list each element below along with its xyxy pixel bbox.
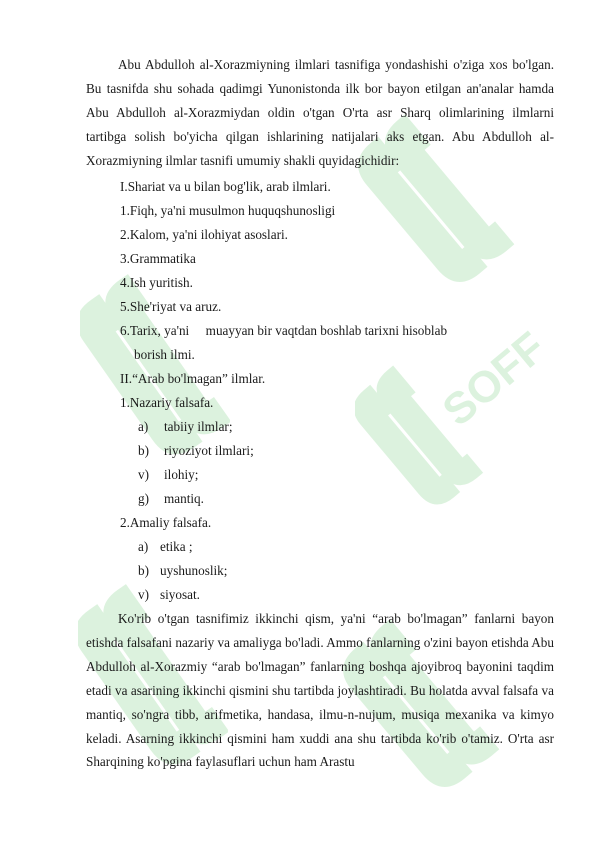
list-marker: a)	[138, 419, 149, 434]
list-item	[138, 583, 200, 607]
list-item	[138, 463, 198, 487]
watermark-logo-icon	[355, 275, 555, 535]
list-item	[138, 535, 193, 559]
intro-paragraph: Abu Abdulloh al-Xorazmiyning ilmlari tasnifiga yondashishi o'ziga xos bo'lgan. Bu tasnifda shu sohada qadimgi Yunonistonda ilk bor bayon etilgan an'analar hamda Abu Abdulloh al-Xorazmiydan oldin o'tgan O'rta asr Sharq olimlarining ilmlarni tartibga solish bo'yicha qilgan ishlarining natijalari aks etgan. Abu Abdulloh al-Xorazmiyning ilmlar tasnifi umumiy shakli quyidagichidir:	[86, 57, 554, 168]
intro-paragraph-block	[86, 53, 554, 173]
list-item-text: etika ;	[160, 539, 193, 554]
list-item	[138, 559, 227, 583]
list-item-kalom: 2.Kalom, ya'ni ilohiyat asoslari.	[120, 227, 288, 242]
list-marker: a)	[138, 539, 149, 554]
list-item-tarix-continued: borish ilmi.	[134, 347, 195, 362]
list-marker: v)	[138, 587, 149, 602]
list-item	[138, 415, 233, 439]
list-heading-amaliy: 2.Amaliy falsafa.	[120, 515, 212, 530]
list-marker: g)	[138, 491, 149, 506]
list-item-grammatika: 3.Grammatika	[120, 251, 196, 266]
list-item-text: uyshunoslik;	[160, 563, 228, 578]
list-item-text: siyosat.	[160, 587, 200, 602]
closing-paragraph-block	[86, 607, 554, 774]
list-heading-nazariy: 1.Nazariy falsafa.	[120, 395, 214, 410]
list-item-fiqh: 1.Fiqh, ya'ni musulmon huquqshunosligi	[120, 203, 336, 218]
list-item-text: mantiq.	[164, 491, 204, 506]
list-item-sheriyat: 5.She'riyat va aruz.	[120, 299, 222, 314]
closing-paragraph: Ko'rib o'tgan tasnifimiz ikkinchi qism, ya'ni “arab bo'lmagan” fanlarni bayon etishda falsafani nazariy va amaliyga bo'ladi. Ammo fanlarning o'zini bayon etishda Abu Abdulloh al-Xorazmiy “arab bo'lmagan” fanlarning boshqa ajoyibroq bayonini taqdim etadi va asarining ikkinchi qismini shu tartibda joylashtiradi. Bu holatda avval falsafa va mantiq, so'ngra tibb, arifmetika, handasa, ilmu-n-nujum, musiqa mexanika va kimyo keladi. Asarning ikkinchi qismini ham xuddi ana shu tartibda ko'rib o'tamiz. O'rta asr Sharqining ko'pgina faylasuflari uchun ham Arastu	[86, 611, 554, 770]
list-heading-shariat: I.Shariat va u bilan bog'lik, arab ilmlari.	[120, 179, 331, 194]
list-item	[138, 487, 204, 511]
list-item-text: riyoziyot ilmlari;	[164, 443, 254, 458]
list-marker: v)	[138, 467, 149, 482]
list-item-text: ilohiy;	[164, 467, 199, 482]
list-item-ish-yuritish: 4.Ish yuritish.	[120, 275, 193, 290]
list-item-text: tabiiy ilmlar;	[164, 419, 233, 434]
list-heading-arab-bolmagan: II.“Arab bo'lmagan” ilmlar.	[120, 371, 266, 386]
watermark-text: SOFF	[433, 322, 555, 436]
list-item	[138, 439, 254, 463]
list-marker: b)	[138, 563, 149, 578]
list-marker: b)	[138, 443, 149, 458]
list-item-tarix: 6.Tarix, ya'ni muayyan bir vaqtdan boshlab tarixni hisoblab	[120, 323, 448, 338]
